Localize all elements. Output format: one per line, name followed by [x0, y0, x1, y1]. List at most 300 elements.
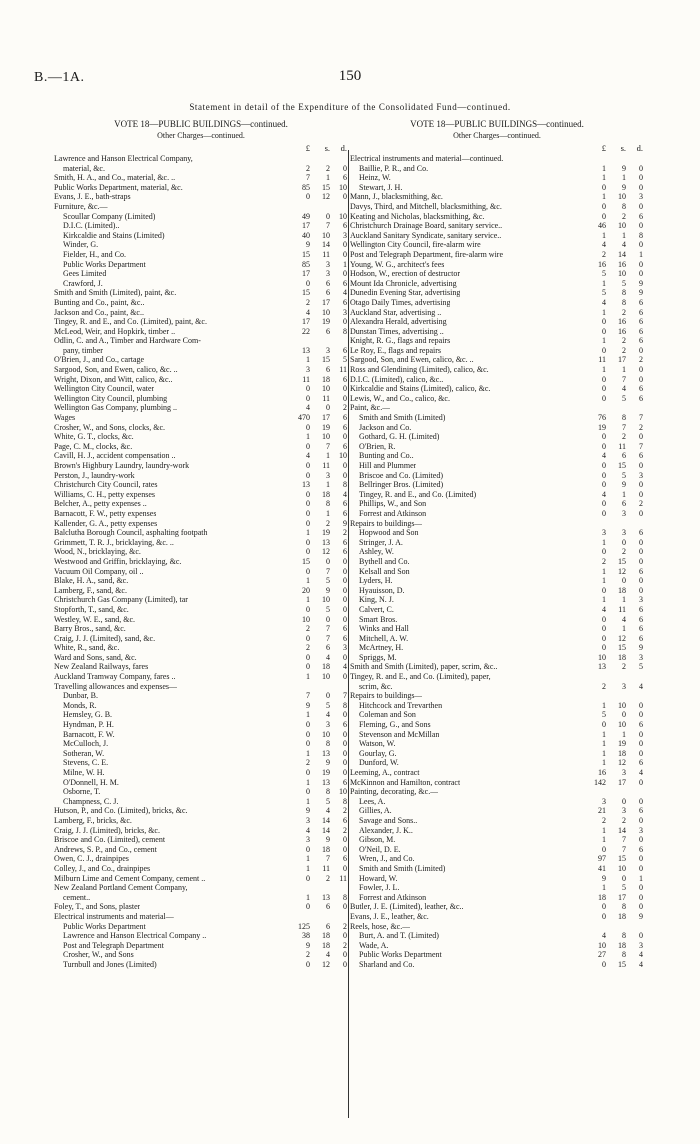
expenditure-row: [54, 691, 348, 701]
payee-text: Hutson, P., and Co. (Limited), bricks, &c.: [54, 806, 188, 816]
payee-text: Auckland Tramway Company, fares ..: [54, 672, 176, 682]
pence-value: 2: [343, 403, 347, 413]
payee-text: Milne, W. H.: [63, 768, 105, 777]
pence-value: 6: [343, 547, 347, 557]
shillings-value: 7: [326, 854, 330, 864]
payee-text: Lees, A.: [359, 796, 386, 806]
expenditure-row: [350, 758, 644, 768]
pence-value: 0: [639, 374, 643, 384]
money-header: [350, 142, 644, 154]
pence-value: 6: [639, 317, 643, 327]
shillings-value: 16: [618, 326, 626, 336]
shillings-value: 5: [622, 278, 626, 288]
shillings-value: 15: [618, 959, 626, 969]
shillings-value: 13: [322, 537, 330, 547]
expenditure-row: [54, 682, 348, 692]
pence-value: 3: [639, 595, 643, 605]
payee-text: Gothard, G. H. (Limited): [359, 432, 440, 442]
expenditure-row: [350, 442, 644, 452]
shillings-value: 17: [618, 355, 626, 365]
shillings-value: 0: [326, 614, 330, 624]
pence-value: 0: [343, 393, 347, 403]
expenditure-row: [350, 490, 644, 500]
payee-text: Wages: [54, 413, 76, 423]
shillings-value: 3: [622, 508, 626, 518]
expenditure-row: [350, 432, 644, 442]
payee-text: Lamberg, F., sand, &c.: [54, 585, 127, 595]
pounds-value: 1: [306, 576, 310, 586]
pounds-value: 2: [306, 297, 310, 307]
shillings-value: 5: [622, 470, 626, 480]
shillings-value: 0: [326, 691, 330, 701]
pounds-value: 0: [306, 729, 310, 739]
shillings-value: 10: [618, 269, 626, 279]
shillings-value: 11: [322, 863, 330, 873]
pounds-value: 1: [602, 230, 606, 240]
shillings-value: 1: [326, 173, 330, 183]
payee-text: Sotheran, W.: [63, 748, 105, 758]
shillings-value: 9: [326, 835, 330, 845]
expenditure-row: [54, 547, 348, 557]
pounds-value: 1: [602, 739, 606, 749]
expenditure-row: [350, 662, 644, 672]
pounds-value: 3: [602, 796, 606, 806]
pence-value: 11: [339, 365, 347, 375]
pence-value: 6: [343, 413, 347, 423]
shillings-value: 0: [622, 710, 626, 720]
shillings-value: 1: [622, 489, 626, 499]
expenditure-row: [54, 423, 348, 433]
expenditure-row: [350, 384, 644, 394]
pence-value: 0: [343, 163, 347, 173]
pounds-value: 1: [306, 854, 310, 864]
pounds-value: 0: [306, 508, 310, 518]
expenditure-row: [350, 327, 644, 337]
expenditure-row: [54, 912, 348, 922]
shillings-value: 5: [326, 576, 330, 586]
pounds-value: 1: [306, 672, 310, 682]
payee-text: Smith and Smith (Limited), paper, scrim, &c..: [350, 662, 498, 672]
pence-value: 0: [639, 854, 643, 864]
expenditure-row: [350, 538, 644, 548]
pence-value: 6: [343, 624, 347, 634]
expenditure-row: [350, 547, 644, 557]
pence-value: 9: [639, 643, 643, 653]
payee-text: Champness, C. J.: [63, 796, 119, 806]
pounds-value: 0: [306, 844, 310, 854]
payee-text: Westley, W. E., sand, &c.: [54, 614, 136, 624]
payee-text: Cavill, H. J., accident compensation ..: [54, 451, 176, 461]
payee-text: Post and Telegraph Department, fire-alarm wire: [350, 249, 504, 259]
payee-text: Lawrence and Hanson Electrical Company ..: [63, 931, 207, 941]
pence-value: 0: [343, 902, 347, 912]
expenditure-row: [54, 557, 348, 567]
expenditure-row: [350, 250, 644, 260]
pence-value: 0: [343, 844, 347, 854]
pounds-value: 0: [306, 604, 310, 614]
pounds-value: 3: [306, 835, 310, 845]
column-divider: [348, 150, 349, 1118]
shillings-value: 16: [618, 259, 626, 269]
payee-text: Foley, T., and Sons, plaster: [54, 902, 141, 912]
pence-value: 6: [343, 278, 347, 288]
shillings-value: 15: [618, 643, 626, 653]
expenditure-row: [54, 499, 348, 509]
payee-text: Dunstan Times, advertising ..: [350, 326, 444, 336]
pounds-value: 13: [302, 345, 310, 355]
expenditure-row: [350, 672, 644, 682]
shillings-value: 18: [618, 940, 626, 950]
payee-text: Fowler, J. L.: [359, 883, 400, 893]
pence-value: 4: [639, 768, 643, 777]
expenditure-row: [54, 250, 348, 260]
pounds-value: 0: [306, 441, 310, 451]
shillings-value: 18: [322, 489, 330, 499]
expenditure-row: [54, 931, 348, 941]
expenditure-row: [350, 643, 644, 653]
shillings-value: 2: [326, 873, 330, 883]
shillings-value: 15: [618, 556, 626, 566]
pence-value: 6: [343, 720, 347, 730]
pounds-value: 1: [602, 748, 606, 758]
payee-text: Winks and Hall: [359, 624, 409, 634]
pence-value: 8: [343, 480, 347, 490]
shillings-value: 3: [326, 269, 330, 279]
pounds-value: 18: [598, 892, 606, 902]
payee-text: Wood, N., bricklaying, &c.: [54, 547, 141, 557]
pounds-value: 0: [306, 739, 310, 749]
payee-text: Crawford, J.: [63, 278, 103, 288]
shillings-value: 8: [622, 931, 626, 941]
payee-text: Blake, H. A., sand, &c.: [54, 576, 129, 586]
expenditure-row: [350, 634, 644, 644]
payee-text: Knight, R. G., flags and repairs: [350, 336, 451, 346]
pence-value: 0: [639, 508, 643, 518]
pounds-value: 85: [302, 259, 310, 269]
pounds-value: 2: [306, 624, 310, 634]
expenditure-row: [350, 567, 644, 577]
pence-value: 0: [639, 748, 643, 758]
pounds-value: 0: [306, 278, 310, 288]
expenditure-row: [350, 941, 644, 951]
shillings-value: 3: [326, 470, 330, 480]
page-number: 150: [338, 68, 362, 84]
shillings-value: 18: [322, 844, 330, 854]
payee-text: Briscoe and Co. (Limited): [359, 470, 443, 480]
payee-text: Dunedin Evening Star, advertising: [350, 288, 461, 298]
expenditure-row: [54, 260, 348, 270]
expenditure-row: [54, 183, 348, 193]
payee-text: McKinnon and Hamilton, contract: [350, 777, 461, 787]
shillings-value: 10: [322, 432, 330, 442]
expenditure-row: [54, 192, 348, 202]
pounds-value: 1: [306, 748, 310, 758]
expenditure-row: [350, 231, 644, 241]
payee-text: Public Works Department: [63, 921, 146, 931]
expenditure-row: [54, 768, 348, 778]
payee-text: Smith and Smith (Limited): [359, 413, 446, 423]
pence-value: 0: [639, 461, 643, 470]
shillings-value: 11: [618, 441, 626, 451]
pounds-value: 1: [602, 825, 606, 835]
pence-value: 0: [343, 672, 347, 682]
expenditure-row: [54, 403, 348, 413]
pence-value: 0: [343, 835, 347, 845]
pounds-value: 7: [306, 691, 310, 701]
expenditure-row: [54, 355, 348, 365]
shillings-value: 9: [622, 480, 626, 490]
pounds-value: 2: [602, 681, 606, 691]
shillings-value: 13: [322, 777, 330, 787]
payee-text: Davys, Third, and Mitchell, blacksmithing, &c.: [350, 201, 502, 211]
pounds-value: 1: [306, 863, 310, 873]
pence-value: 0: [343, 729, 347, 739]
pounds-value: 0: [602, 201, 606, 211]
expenditure-row: [54, 279, 348, 289]
shillings-value: 10: [322, 230, 330, 240]
shillings-value: 0: [622, 537, 626, 547]
pence-value: 0: [639, 269, 643, 279]
pence-value: 6: [639, 566, 643, 576]
shillings-value: 10: [322, 307, 330, 317]
expenditure-row: [350, 221, 644, 231]
pounds-value: 1: [306, 892, 310, 902]
shillings-value: 3: [622, 528, 626, 538]
pounds-value: 0: [306, 547, 310, 557]
shillings-value: 10: [618, 700, 626, 710]
pounds-value: 27: [598, 950, 606, 960]
shillings-value: 10: [618, 720, 626, 730]
pence-value: 0: [343, 384, 347, 394]
pounds-value: 20: [302, 585, 310, 595]
expenditure-row: [54, 212, 348, 222]
shillings-value: 6: [326, 643, 330, 653]
shillings-value: 2: [622, 345, 626, 355]
shillings-value: 1: [622, 365, 626, 375]
payee-text: Scoullar Company (Limited): [63, 211, 156, 221]
expenditure-row: [54, 749, 348, 759]
pence-value: 2: [639, 422, 643, 432]
pounds-value: 1: [306, 796, 310, 806]
expenditure-row: [350, 691, 644, 701]
payee-text: Craig, J. J. (Limited), sand, &c.: [54, 633, 156, 643]
pence-value: 10: [339, 451, 347, 461]
shillings-value: 3: [326, 345, 330, 355]
expenditure-row: [350, 787, 644, 797]
pence-value: 0: [343, 566, 347, 576]
expenditure-row: [350, 308, 644, 318]
pence-value: 1: [639, 873, 643, 883]
payee-text: Jackson and Co., paint, &c..: [54, 307, 144, 317]
pence-value: 0: [343, 585, 347, 595]
pence-value: 9: [343, 518, 347, 528]
payee-text: Turnbull and Jones (Limited): [63, 959, 157, 969]
payee-text: Bythell and Co.: [359, 556, 410, 566]
payee-text: Fleming, G., and Sons: [359, 720, 431, 730]
payee-text: Sargood, Son, and Ewen, calico, &c. ..: [350, 355, 474, 365]
pence-value: 6: [343, 815, 347, 825]
expenditure-row: [54, 710, 348, 720]
payee-text: Spriggs, M.: [359, 652, 397, 662]
payee-text: Paint, &c.—: [350, 403, 391, 413]
payee-text: Smith and Smith (Limited): [359, 863, 446, 873]
payee-text: Barry Bros., sand, &c.: [54, 624, 126, 634]
shillings-value: 17: [618, 892, 626, 902]
pounds-value: 0: [602, 585, 606, 595]
pounds-value: 1: [602, 278, 606, 288]
pence-value: 0: [639, 815, 643, 825]
expenditure-row: [350, 816, 644, 826]
payee-text: Public Works Department: [359, 950, 442, 960]
pence-value: 8: [343, 700, 347, 710]
payee-text: Ross and Glendining (Limited), calico, &c.: [350, 365, 489, 375]
payee-text: Stevens, C. E.: [63, 758, 109, 768]
payee-text: Dunford, W.: [359, 758, 399, 768]
shillings-value: 5: [622, 393, 626, 403]
pence-value: 2: [639, 499, 643, 509]
shillings-value: 18: [618, 652, 626, 662]
shillings-value: 10: [322, 595, 330, 605]
pounds-value: 85: [302, 182, 310, 192]
shillings-value: 6: [326, 278, 330, 288]
pence-value: 0: [639, 729, 643, 739]
pounds-value: 0: [306, 873, 310, 883]
pence-value: 0: [639, 576, 643, 586]
payee-text: Ashley, W.: [359, 547, 394, 557]
shillings-value: 9: [326, 585, 330, 595]
expenditure-row: [54, 164, 348, 174]
payee-text: Hodson, W., erection of destructor: [350, 269, 460, 279]
pence-value: 0: [343, 748, 347, 758]
left-column: [54, 118, 348, 969]
pence-value: 6: [343, 345, 347, 355]
pence-value: 6: [639, 614, 643, 624]
pence-value: 0: [343, 950, 347, 960]
expenditure-row: [350, 835, 644, 845]
shillings-header: s.: [324, 143, 330, 153]
payee-text: Belcher, A., petty expenses ..: [54, 499, 147, 509]
pounds-value: 4: [602, 297, 606, 307]
pounds-value: 0: [602, 432, 606, 442]
payee-text: Stevenson and McMillan: [359, 729, 440, 739]
pence-value: 0: [343, 931, 347, 941]
pounds-value: 10: [302, 614, 310, 624]
pence-value: 3: [343, 230, 347, 240]
shillings-value: 4: [622, 614, 626, 624]
shillings-value: 2: [622, 336, 626, 346]
expenditure-row: [350, 519, 644, 529]
right-column: [350, 118, 644, 969]
pence-value: 10: [339, 787, 347, 797]
pounds-value: 0: [306, 720, 310, 730]
shillings-value: 14: [322, 825, 330, 835]
pounds-value: 1: [306, 432, 310, 442]
pounds-value: 2: [602, 556, 606, 566]
pence-value: 1: [343, 259, 347, 269]
payee-text: Osborne, T.: [63, 787, 101, 797]
pounds-value: 9: [306, 806, 310, 816]
pounds-value: 17: [302, 221, 310, 231]
expenditure-row: [350, 586, 644, 596]
payee-text: Heinz, W.: [359, 173, 391, 183]
pence-value: 0: [343, 432, 347, 442]
expenditure-row: [54, 576, 348, 586]
pounds-value: 5: [602, 288, 606, 298]
pounds-value: 7: [306, 173, 310, 183]
expenditure-row: [350, 615, 644, 625]
pounds-value: 2: [306, 950, 310, 960]
payee-text: Forrest and Atkinson: [359, 892, 427, 902]
payee-text: Wellington City Council, plumbing: [54, 393, 168, 403]
pounds-value: 0: [602, 441, 606, 451]
shillings-value: 6: [326, 288, 330, 298]
pence-value: 0: [639, 201, 643, 211]
expenditure-row: [54, 538, 348, 548]
shillings-value: 7: [326, 566, 330, 576]
money-header: [54, 142, 348, 154]
pounds-value: 19: [598, 422, 606, 432]
payee-text: Evans, J. E., bath-straps: [54, 192, 131, 202]
payee-text: Calvert, C.: [359, 604, 394, 614]
pence-value: 0: [343, 863, 347, 873]
pounds-value: 97: [598, 854, 606, 864]
shillings-value: 17: [322, 413, 330, 423]
payee-text: Gees Limited: [63, 269, 107, 279]
pounds-value: 5: [602, 269, 606, 279]
shillings-value: 1: [622, 729, 626, 739]
shillings-value: 2: [622, 307, 626, 317]
pence-value: 0: [639, 585, 643, 595]
expenditure-row: [350, 413, 644, 423]
payee-text: Barnacott, F. W.: [63, 729, 115, 739]
shillings-value: 15: [618, 461, 626, 470]
pence-value: 1: [639, 249, 643, 259]
pence-value: 6: [639, 844, 643, 854]
shillings-value: 19: [322, 317, 330, 327]
payee-text: Dunbar, B.: [63, 691, 99, 701]
payee-text: Hyndman, P. H.: [63, 720, 114, 730]
shillings-value: 5: [622, 883, 626, 893]
payee-text: Wren, J., and Co.: [359, 854, 415, 864]
pounds-value: 0: [306, 959, 310, 969]
shillings-value: 5: [326, 796, 330, 806]
payee-text: White, R., sand, &c.: [54, 643, 120, 653]
expenditure-row: [54, 634, 348, 644]
expenditure-row: [350, 451, 644, 461]
pence-value: 6: [639, 336, 643, 346]
expenditure-row: [350, 365, 644, 375]
expenditure-row: [350, 912, 644, 922]
pence-value: 9: [639, 278, 643, 288]
payee-text: Smith and Smith (Limited), paint, &c.: [54, 288, 177, 298]
pence-value: 0: [639, 173, 643, 183]
shillings-value: 19: [322, 528, 330, 538]
expenditure-row: [54, 893, 348, 903]
pounds-value: 0: [306, 518, 310, 528]
expenditure-row: [350, 394, 644, 404]
vote-heading: VOTE 18—PUBLIC BUILDINGS—continued.: [410, 119, 584, 129]
pounds-value: 0: [602, 614, 606, 624]
payee-text: Phillips, W., and Son: [359, 499, 427, 509]
expenditure-row: [54, 432, 348, 442]
pounds-value: 0: [602, 326, 606, 336]
payee-text: Wellington City Council, water: [54, 384, 155, 394]
pounds-value: 1: [602, 566, 606, 576]
shillings-value: 2: [622, 815, 626, 825]
pence-value: 0: [343, 758, 347, 768]
pence-value: 3: [343, 643, 347, 653]
pence-value: 6: [343, 854, 347, 864]
